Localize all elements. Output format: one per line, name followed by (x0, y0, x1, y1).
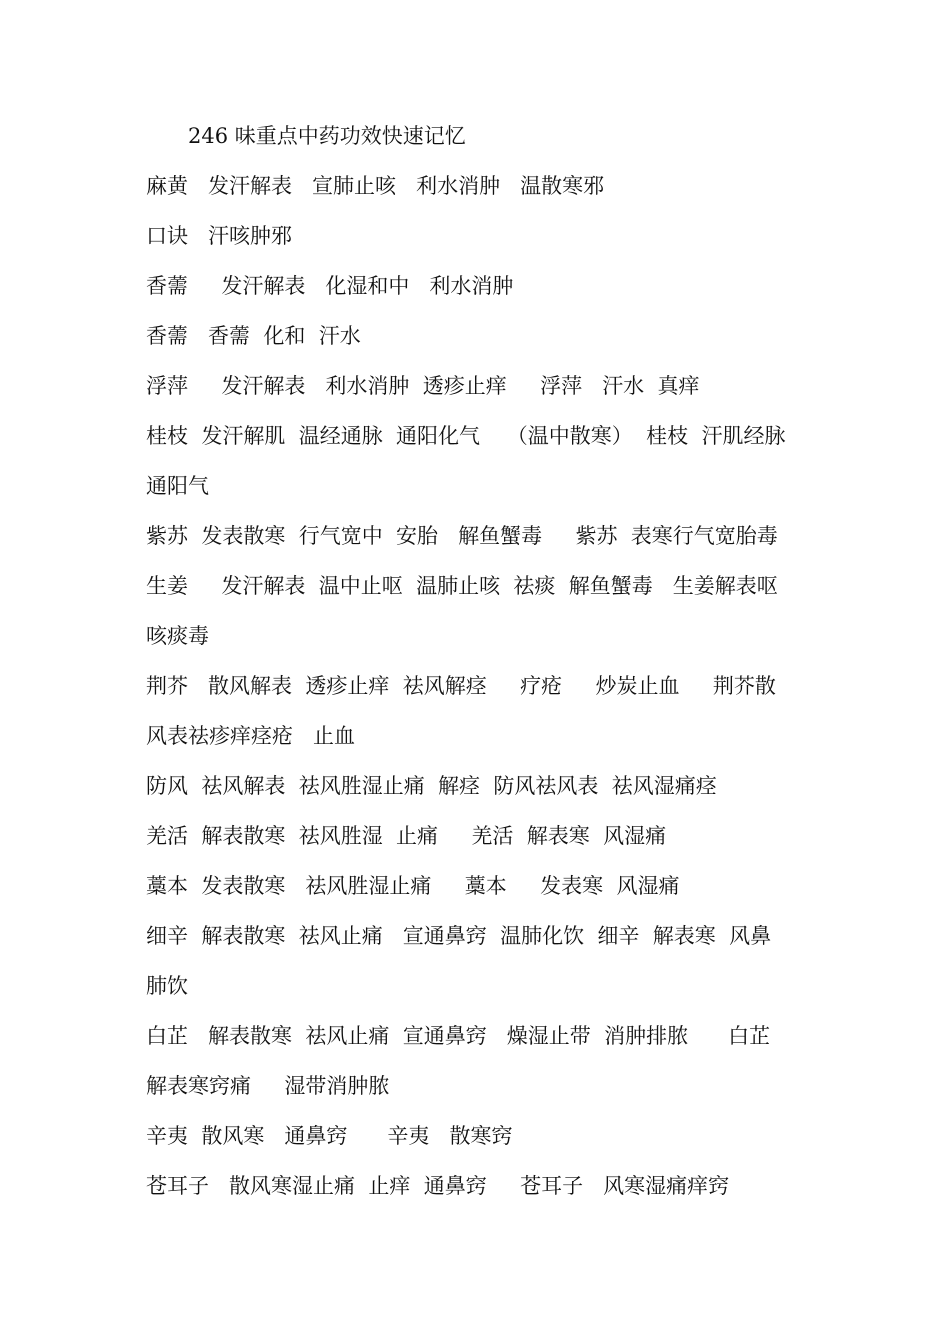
text-line: 风表祛疹痒痉疮 止血 (146, 724, 356, 748)
text-line: 香薷 香薷 化和 汗水 (146, 324, 361, 348)
text-line: 浮萍 发汗解表 利水消肿 透疹止痒 浮萍 汗水 真痒 (146, 374, 700, 398)
text-line: 口诀 汗咳肿邪 (146, 224, 293, 248)
text-line: 咳痰毒 (146, 624, 209, 648)
text-line: 香薷 发汗解表 化湿和中 利水消肿 (146, 274, 514, 298)
text-line: 肺饮 (146, 974, 188, 998)
text-line: 紫苏 发表散寒 行气宽中 安胎 解鱼蟹毒 紫苏 表寒行气宽胎毒 (146, 524, 778, 548)
text-line: 细辛 解表散寒 祛风止痛 宣通鼻窍 温肺化饮 细辛 解表寒 风鼻 (146, 924, 772, 948)
text-line: 桂枝 发汗解肌 温经通脉 通阳化气 （温中散寒） 桂枝 汗肌经脉 (146, 424, 786, 448)
text-line: 苍耳子 散风寒湿止痛 止痒 通鼻窍 苍耳子 风寒湿痛痒窍 (146, 1174, 730, 1198)
text-line: 辛夷 散风寒 通鼻窍 辛夷 散寒窍 (146, 1124, 513, 1148)
text-line: 白芷 解表散寒 祛风止痛 宣通鼻窍 燥湿止带 消肿排脓 白芷 (146, 1024, 771, 1048)
text-line: 麻黄 发汗解表 宣肺止咳 利水消肿 温散寒邪 (146, 174, 605, 198)
text-line: 藁本 发表散寒 祛风胜湿止痛 藁本 发表寒 风湿痛 (146, 874, 680, 898)
document-title: 246 味重点中药功效快速记忆 (188, 124, 466, 148)
text-line: 荆芥 散风解表 透疹止痒 祛风解痉 疗疮 炒炭止血 荆芥散 (146, 674, 776, 698)
document-body (146, 170, 826, 1220)
text-line: 羌活 解表散寒 祛风胜湿 止痛 羌活 解表寒 风湿痛 (146, 824, 667, 848)
text-line: 解表寒窍痛 湿带消肿脓 (146, 1074, 390, 1098)
text-line: 防风 祛风解表 祛风胜湿止痛 解痉 防风祛风表 祛风湿痛痉 (146, 774, 717, 798)
text-line: 生姜 发汗解表 温中止呕 温肺止咳 祛痰 解鱼蟹毒 生姜解表呕 (146, 574, 778, 598)
text-line: 通阳气 (146, 474, 209, 498)
